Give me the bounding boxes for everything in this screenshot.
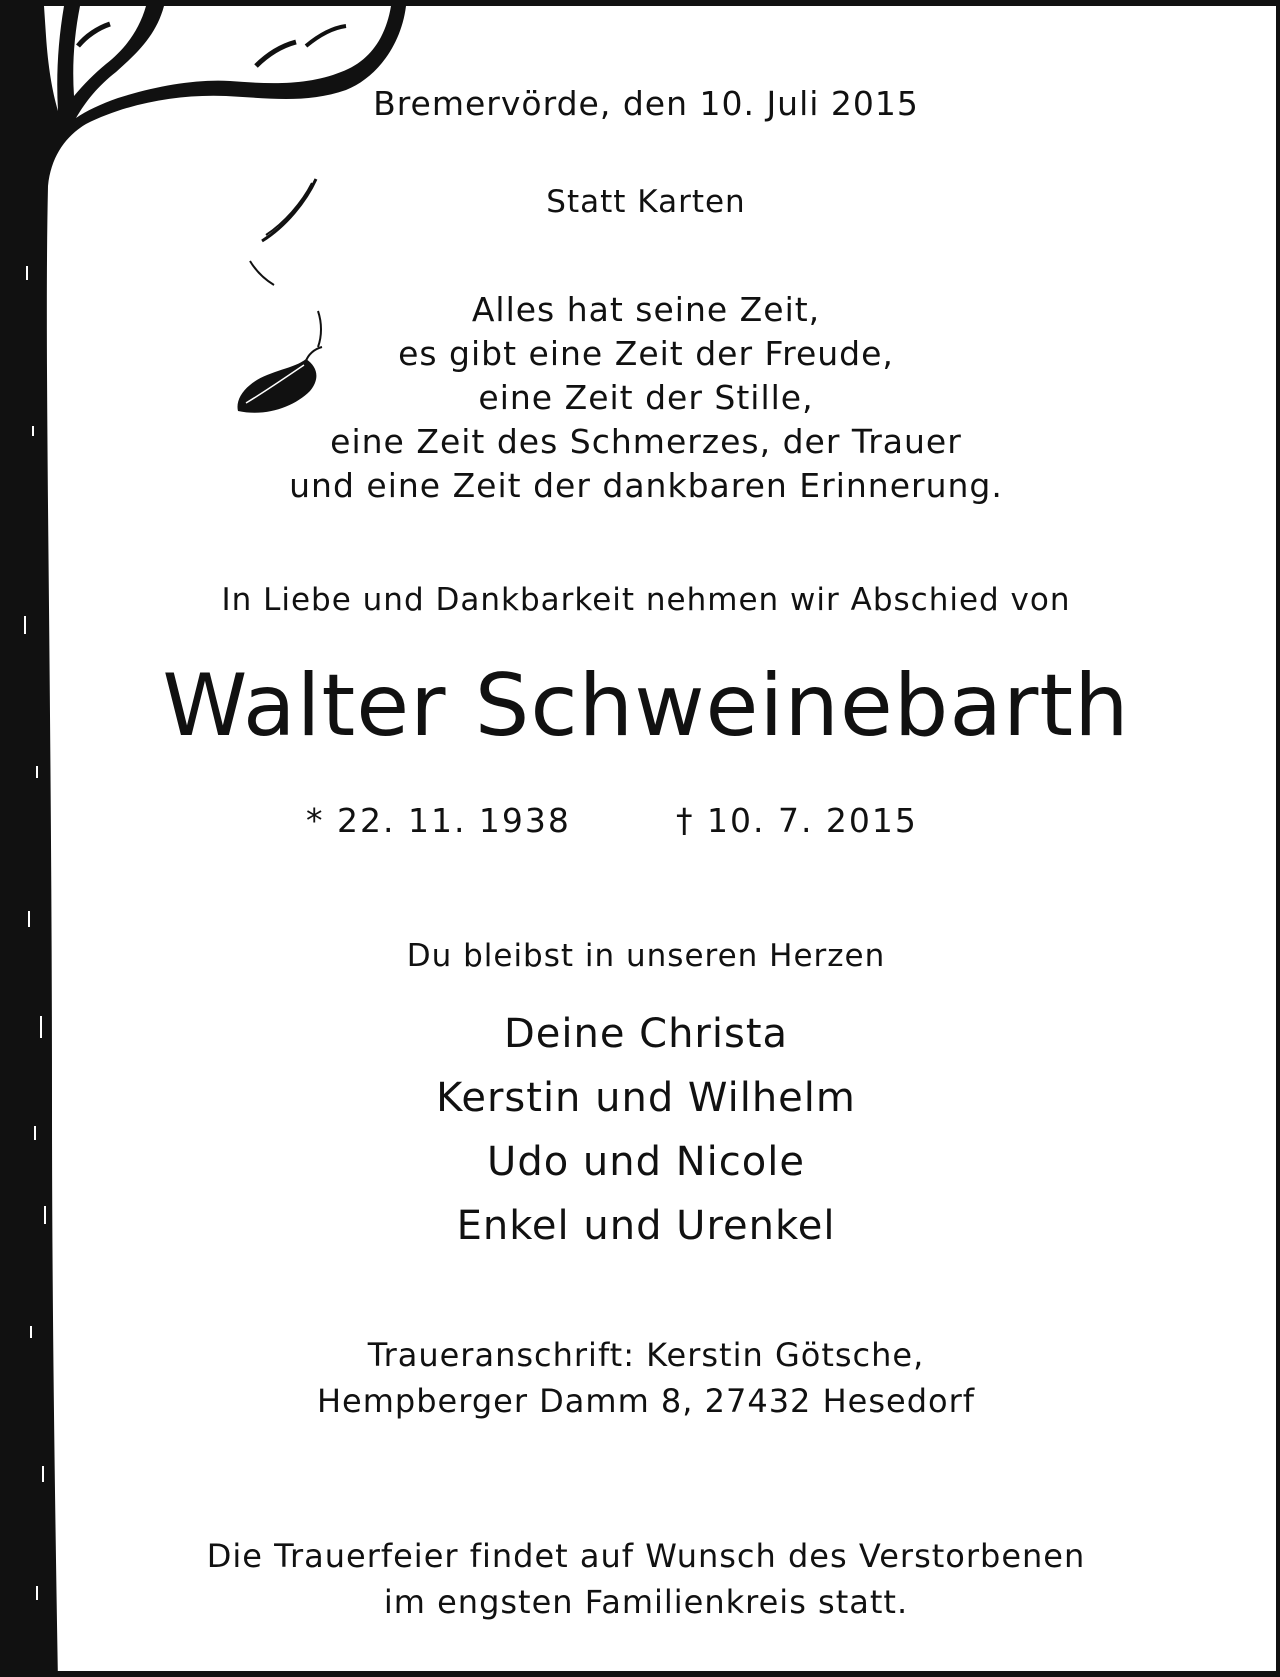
mourning-address xyxy=(6,1332,1280,1424)
ceremony-note xyxy=(6,1533,1280,1625)
poem-line: und eine Zeit der dankbaren Erinnerung. xyxy=(289,466,1003,505)
life-dates xyxy=(6,801,1280,840)
closing-line: Du bleibst in unseren Herzen xyxy=(406,938,886,974)
family-line: Deine Christa xyxy=(503,1011,789,1057)
poem-line: Alles hat seine Zeit, xyxy=(471,290,821,329)
deceased-name: Walter Schweinebarth xyxy=(162,656,1130,756)
poem-line: eine Zeit der Stille, xyxy=(478,378,814,417)
tree-icon xyxy=(6,6,426,1677)
poem-line: eine Zeit des Schmerzes, der Trauer xyxy=(330,422,962,461)
family-line: Enkel und Urenkel xyxy=(456,1203,836,1249)
ceremony-line: im engsten Familienkreis statt. xyxy=(383,1583,909,1621)
statt-karten-label: Statt Karten xyxy=(546,184,746,220)
address-line: Traueranschrift: Kerstin Götsche, xyxy=(367,1336,925,1374)
ceremony-line: Die Trauerfeier findet auf Wunsch des Verstorbenen xyxy=(206,1537,1086,1575)
place-date: Bremervörde, den 10. Juli 2015 xyxy=(373,84,919,123)
family-signatures xyxy=(6,1002,1280,1258)
family-line: Udo und Nicole xyxy=(487,1139,805,1185)
address-line: Hempberger Damm 8, 27432 Hesedorf xyxy=(316,1382,975,1420)
farewell-intro: In Liebe und Dankbarkeit nehmen wir Abschied von xyxy=(221,582,1071,618)
birth-date: * 22. 11. 1938 xyxy=(306,801,571,840)
family-line: Kerstin und Wilhelm xyxy=(436,1075,856,1121)
poem xyxy=(6,288,1280,508)
poem-line: es gibt eine Zeit der Freude, xyxy=(398,334,894,373)
death-date: † 10. 7. 2015 xyxy=(676,801,918,840)
